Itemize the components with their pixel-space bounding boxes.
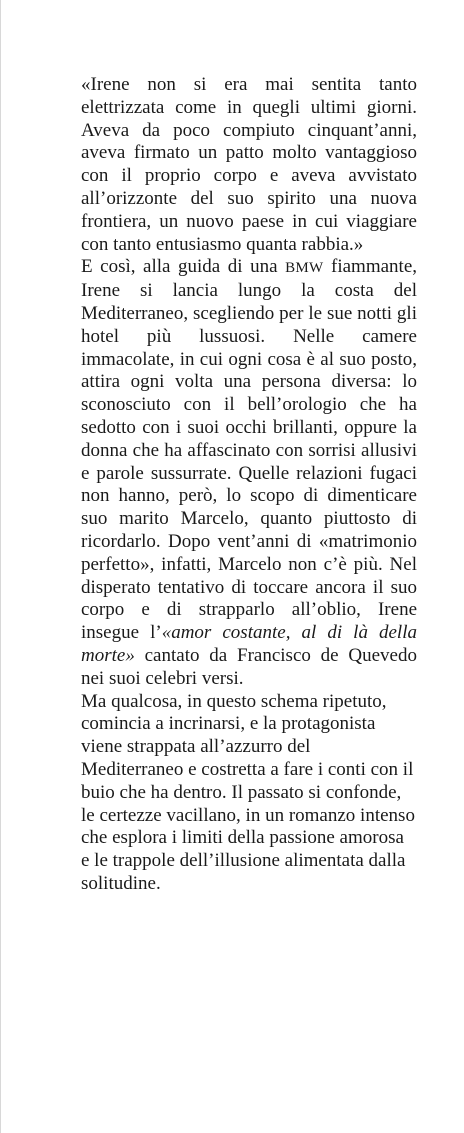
synopsis-text-1: E così, alla guida di una (81, 256, 286, 278)
quevedo-verse-quote: «amor costante, al di là della morte» (81, 622, 417, 666)
synopsis-paragraph (81, 256, 417, 690)
opening-quote-text: «Irene non si era mai sentita tanto elettrizzata come in quegli ultimi giorni. Aveva da poco compiuto cinquant’anni, aveva firmato un patto molto vantaggioso con il proprio corpo e aveva avvistato all’orizzonte del suo spirito una nuova frontiera, un nuovo paese in cui viaggiare con tanto entusiasmo quanta rabbia.» (81, 74, 417, 255)
closing-paragraph (81, 691, 417, 896)
opening-quote-paragraph (81, 74, 417, 256)
synopsis-text-2: fiammante, Irene si lancia lungo la costa del Mediterraneo, scegliendo per le sue notti gli hotel più lussuosi. Nelle camere immacolate, in cui ogni cosa è al suo posto, attira ogni volta una persona diversa: lo sconosciuto con il bell’orologio che ha sedotto con i suoi occhi brillanti, oppure la donna che ha affascinato con sorrisi allusivi e parole sussurrate. Quelle relazioni fugaci non hanno, però, lo scopo di dimenticare suo marito Marcelo, quanto piuttosto di ricordarlo. Dopo vent’anni di «matrimonio perfetto», infatti, Marcelo non c’è più. Nel disperato tentativo di toccare ancora il suo corpo e di strapparlo all’oblio, Irene insegue l’ (81, 256, 418, 644)
blurb-text-block (81, 74, 417, 896)
synopsis-text-3: cantato da Francisco de Quevedo nei suoi celebri versi. (81, 644, 417, 689)
car-brand-text: BMW (285, 260, 324, 277)
synopsis-text-4: Ma qualcosa, in questo schema ripetuto, comincia a incrinarsi, e la protagonista viene strappata all’azzurro del Mediterraneo e costretta a fare i conti con il buio che ha dentro. Il passato si confonde, le certezze vacillano, in un romanzo intenso che esplora i limiti della passione amorosa e le trappole dell’illusione alimentata dalla solitudine. (81, 690, 415, 894)
